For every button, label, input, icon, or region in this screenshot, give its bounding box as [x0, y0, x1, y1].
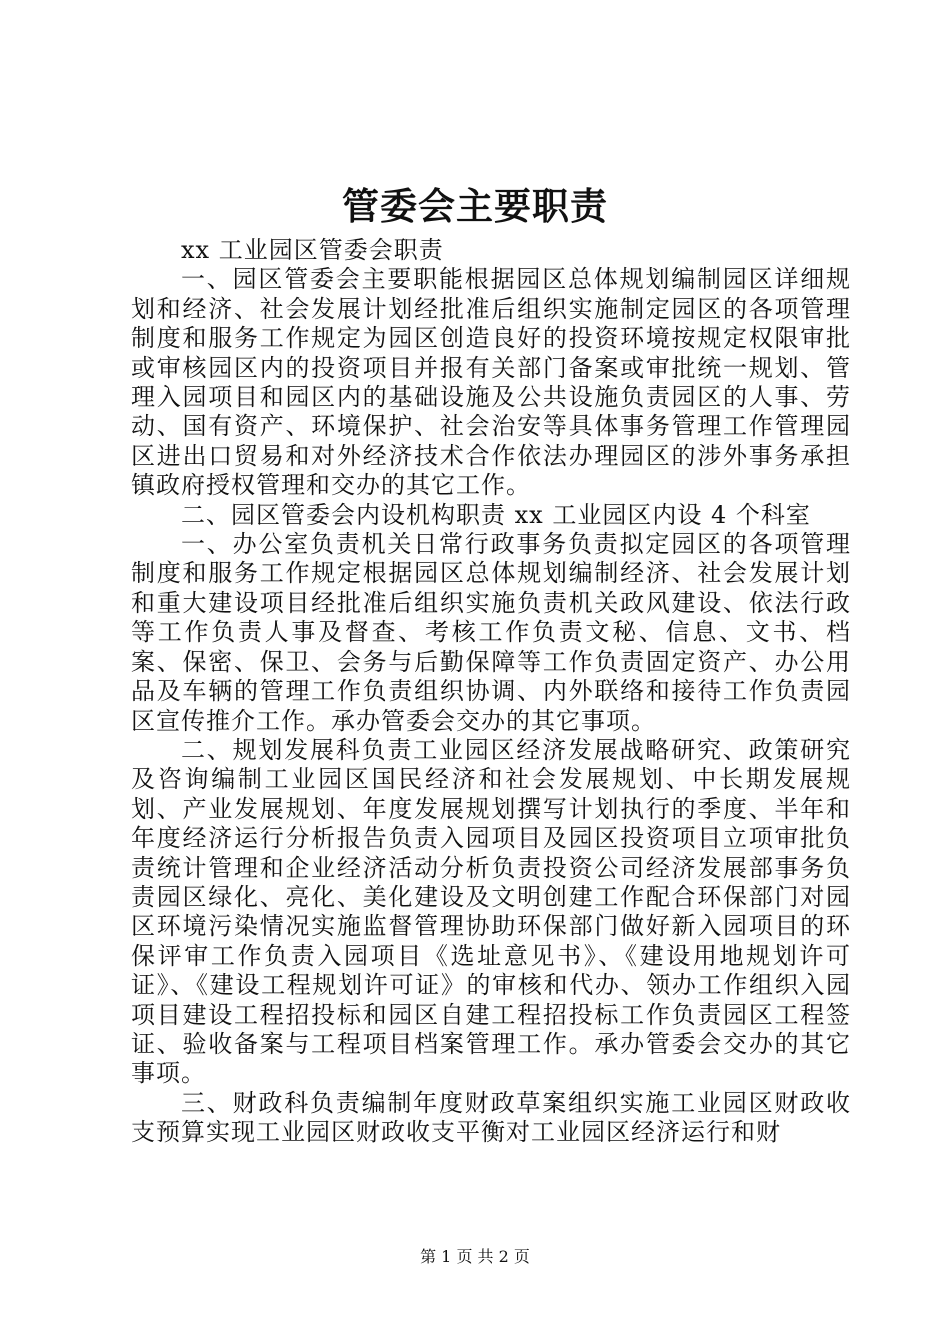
page-footer: 第 1 页 共 2 页: [420, 1247, 530, 1266]
paragraph-internal-structure: 二、园区管委会内设机构职责 xx 工业园区内设 4 个科室: [181, 500, 811, 529]
paragraph-main-functions: 一、园区管委会主要职能根据园区总体规划编制园区详细规划和经济、社会发展计划经批准后组织实施制定园区的各项管理制度和服务工作规定为园区创造良好的投资环境按规定权限审批或审核园区内的投资项目并报有关部门备案或审批统一规划、管理入园项目和园区内的基础设施及公共设施负责园区的人事、劳动、国有资产、环境保护、社会治安等具体事务管理工作管理园区进出口贸易和对外经济技术合作依法办理园区的涉外事务承担镇政府授权管理和交办的其它工作。: [131, 265, 851, 500]
paragraph-office: 一、办公室负责机关日常行政事务负责拟定园区的各项管理制度和服务工作规定根据园区总体规划编制经济、社会发展计划和重大建设项目经批准后组织实施负责机关政风建设、依法行政等工作负责人事及督查、考核工作负责文秘、信息、文书、档案、保密、保卫、会务与后勤保障等工作负责固定资产、办公用品及车辆的管理工作负责组织协调、内外联络和接待工作负责园区宣传推介工作。承办管委会交办的其它事项。: [131, 530, 851, 735]
paragraph-heading: xx 工业园区管委会职责: [181, 236, 444, 264]
document-body: [131, 236, 851, 1148]
page-title: 管委会主要职责: [342, 184, 608, 228]
paragraph-finance-section: 三、财政科负责编制年度财政草案组织实施工业园区财政收支预算实现工业园区财政收支平衡对工业园区经济运行和财: [131, 1088, 851, 1147]
paragraph-planning-section: 二、规划发展科负责工业园区经济发展战略研究、政策研究及咨询编制工业园区国民经济和社会发展规划、中长期发展规划、产业发展规划、年度发展规划撰写计划执行的季度、半年和年度经济运行分析报告负责入园项目及园区投资项目立项审批负责统计管理和企业经济活动分析负责投资公司经济发展部事务负责园区绿化、亮化、美化建设及文明创建工作配合环保部门对园区环境污染情况实施监督管理协助环保部门做好新入园项目的环保评审工作负责入园项目《选址意见书》、《建设用地规划许可证》、《建设工程规划许可证》的审核和代办、领办工作组织入园项目建设工程招投标和园区自建工程招投标工作负责园区工程签证、验收备案与工程项目档案管理工作。承办管委会交办的其它事项。: [131, 735, 851, 1088]
